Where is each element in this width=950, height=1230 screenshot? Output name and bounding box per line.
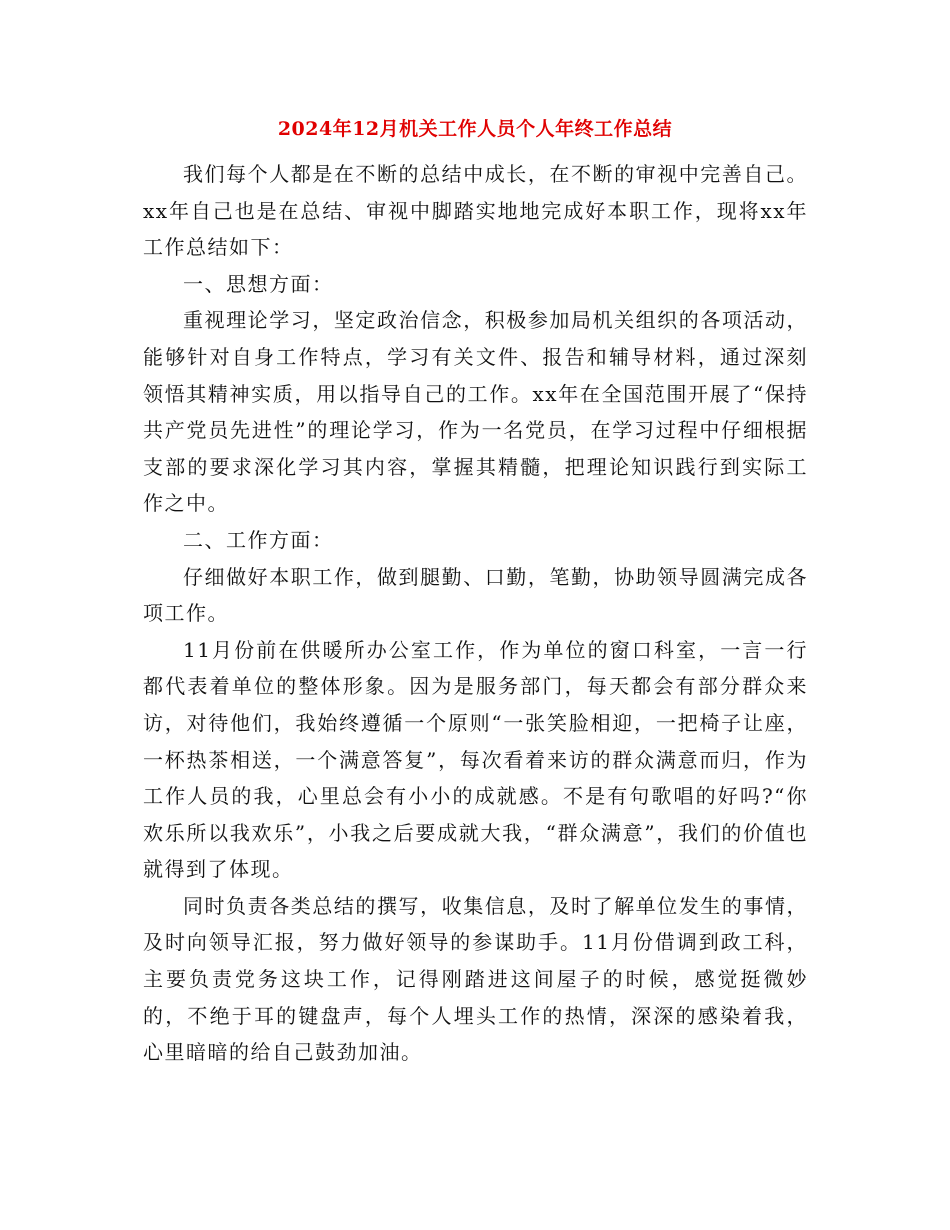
section-heading-thought: 一、思想方面：	[183, 271, 334, 296]
thought-paragraph: 重视理论学习，坚定政治信念，积极参加局机关组织的各项活动，能够针对自身工作特点，学习有关文件、报告和辅导材料，通过深刻领悟其精神实质，用以指导自己的工作。xx年在全国范围开展了“保持共产党员先进性”的理论学习，作为一名党员，在学习过程中仔细根据支部的要求深化学习其内容，掌握其精髓，把理论知识践行到实际工作之中。	[143, 308, 808, 516]
work-paragraph-secondment: 同时负责各类总结的撰写，收集信息，及时了解单位发生的事情，及时向领导汇报，努力做好领导的参谋助手。11月份借调到政工科，主要负责党务这块工作，记得刚踏进这间屋子的时候，感觉挺微妙的，不绝于耳的键盘声，每个人埋头工作的热情，深深的感染着我，心里暗暗的给自己鼓劲加油。	[143, 893, 808, 1065]
document-body	[143, 156, 808, 1071]
section-heading-work: 二、工作方面：	[183, 527, 334, 552]
document-title: 2024年12月机关工作人员个人年终工作总结	[277, 118, 673, 140]
intro-paragraph: 我们每个人都是在不断的总结中成长，在不断的审视中完善自己。xx年自己也是在总结、审视中脚踏实地地完成好本职工作，现将xx年工作总结如下：	[143, 162, 808, 260]
work-paragraph-duties: 仔细做好本职工作，做到腿勤、口勤，笔勤，协助领导圆满完成各项工作。	[143, 564, 808, 626]
work-paragraph-office: 11月份前在供暖所办公室工作，作为单位的窗口科室，一言一行都代表着单位的整体形象。因为是服务部门，每天都会有部分群众来访，对待他们，我始终遵循一个原则“一张笑脸相迎，一把椅子让座，一杯热茶相送，一个满意答复”，每次看着来访的群众满意而归，作为工作人员的我，心里总会有小小的成就感。不是有句歌唱的好吗?“你欢乐所以我欢乐”，小我之后要成就大我，“群众满意”，我们的价值也就得到了体现。	[143, 637, 808, 882]
